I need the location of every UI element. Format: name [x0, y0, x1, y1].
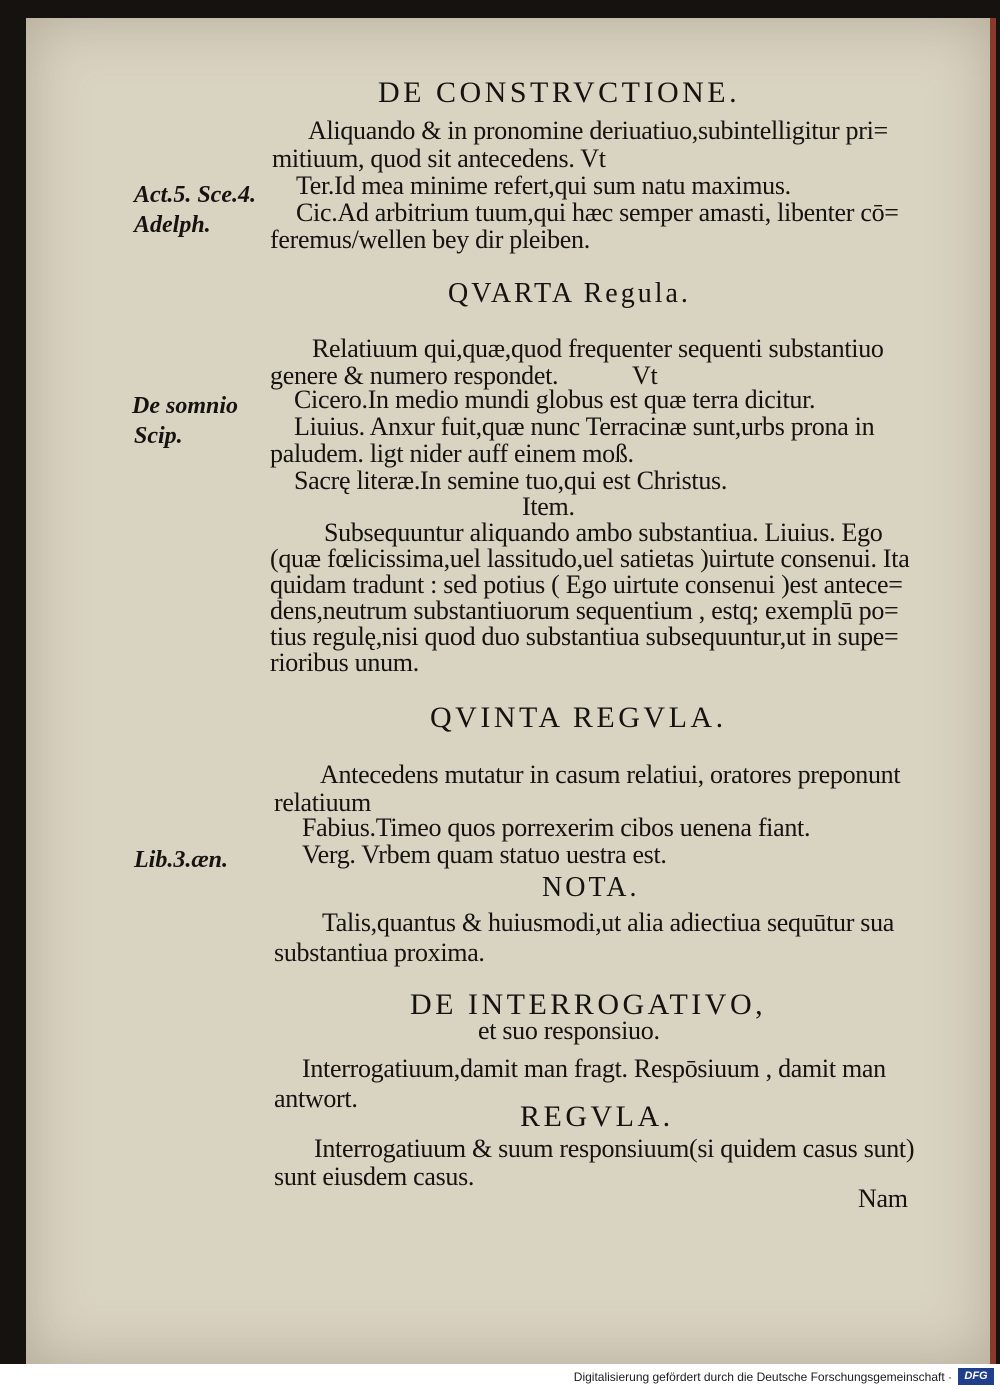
section-heading: REGVLA.: [520, 1100, 674, 1133]
text-line: Subsequuntur aliquando ambo substantiua. Liuius. Ego: [324, 518, 883, 547]
text-line: genere & numero respondet.: [270, 361, 559, 390]
text-line: quidam tradunt : sed potius ( Ego uirtute consenui )est antece=: [270, 570, 903, 599]
text-line: rioribus unum.: [270, 648, 419, 677]
section-heading: QVINTA REGVLA.: [430, 701, 727, 734]
text-line: Antecedens mutatur in casum relatiui, oratores preponunt: [320, 760, 901, 789]
text-line: Liuius. Anxur fuit,quæ nunc Terracinæ sunt,urbs prona in: [294, 412, 875, 441]
page-edge: [990, 18, 996, 1364]
margin-note: Act.5. Sce.4.: [134, 182, 256, 208]
text-line: Interrogatiuum & suum responsiuum(si quidem casus sunt): [314, 1134, 915, 1163]
text-line: Sacrę literæ.In semine tuo,qui est Christus.: [294, 466, 728, 495]
text-line: Cic.Ad arbitrium tuum,qui hæc semper amasti, libenter cō=: [296, 198, 899, 227]
margin-note: Adelph.: [134, 212, 211, 238]
text-line: tius regulę,nisi quod duo substantiua subsequuntur,ut in supe=: [270, 622, 899, 651]
text-line: Relatiuum qui,quæ,quod frequenter sequenti substantiuo: [312, 334, 884, 363]
catchword: Nam: [858, 1184, 908, 1213]
text-line: substantiua proxima.: [274, 938, 485, 967]
text-line: relatiuum: [274, 788, 371, 817]
text-line: Ter.Id mea minime refert,qui sum natu maximus.: [296, 171, 791, 200]
footer-credit: Digitalisierung gefördert durch die Deutsche Forschungsgemeinschaft ·: [573, 1370, 952, 1384]
text-line: Vt: [632, 361, 658, 390]
text-line: Item.: [522, 492, 575, 521]
margin-note: Lib.3.æn.: [134, 847, 229, 873]
text-line: sunt eiusdem casus.: [274, 1162, 475, 1191]
text-line: Talis,quantus & huiusmodi,ut alia adiectiua sequūtur sua: [322, 908, 895, 937]
text-line: paludem. ligt nider auff einem moß.: [270, 439, 634, 468]
section-heading: NOTA.: [542, 872, 640, 903]
margin-note: Scip.: [134, 423, 183, 449]
dfg-logo: DFG: [958, 1368, 994, 1385]
section-subheading: et suo responsiuo.: [478, 1016, 660, 1045]
text-line: mitiuum, quod sit antecedens. Vt: [272, 144, 606, 173]
section-heading: DE INTERROGATIVO,: [410, 988, 767, 1021]
text-line: Fabius.Timeo quos porrexerim cibos uenena fiant.: [302, 813, 811, 842]
page-title: DE CONSTRVCTIONE.: [378, 76, 741, 109]
text-line: feremus/wellen bey dir pleiben.: [270, 225, 590, 254]
text-line: (quæ fœlicissima,uel lassitudo,uel satietas )uirtute consenui. Ita: [270, 544, 910, 573]
section-heading: QVARTA Regula.: [448, 278, 691, 309]
margin-note: De somnio: [132, 393, 239, 419]
text-line: Cicero.In medio mundi globus est quæ terra dicitur.: [294, 385, 816, 414]
text-line: antwort.: [274, 1084, 358, 1113]
text-line: Interrogatiuum,damit man fragt. Respōsiuum , damit man: [302, 1054, 886, 1083]
text-line: Verg. Vrbem quam statuo uestra est.: [302, 840, 667, 869]
text-line: dens,neutrum substantiuorum sequentium , estq; exemplū po=: [270, 596, 899, 625]
footer-bar: [0, 1364, 1000, 1389]
text-line: Aliquando & in pronomine deriuatiuo,subintelligitur pri=: [308, 116, 888, 145]
